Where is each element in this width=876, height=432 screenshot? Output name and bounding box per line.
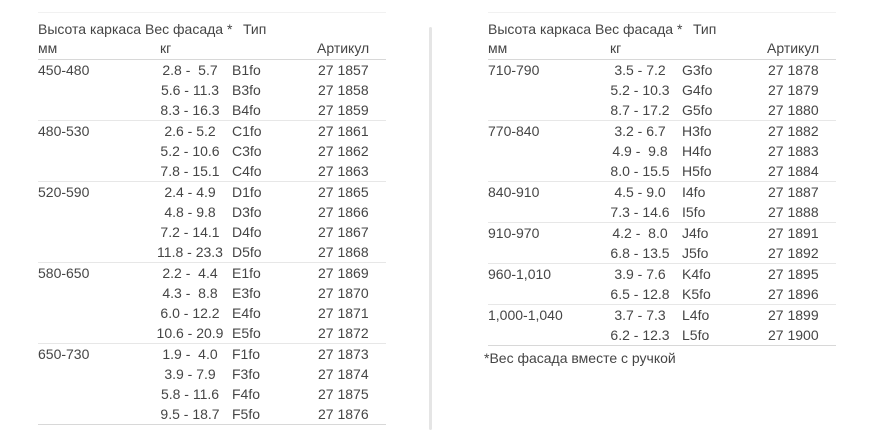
type-code-cell: E4fo (232, 305, 261, 321)
weight-range-cell: 4.3 - 8.8 (162, 285, 218, 301)
weight-range-cell: 7.8 - 15.1 (160, 163, 220, 179)
height-range-cell: 960-1,010 (488, 266, 552, 282)
unit-mm-label: мм (38, 40, 58, 56)
height-group (38, 181, 386, 262)
sku-cell: 27 1858 (318, 82, 369, 98)
sku-cell: 27 1883 (768, 143, 819, 159)
sku-header: Артикул (767, 40, 820, 56)
type-code-cell: G3fo (682, 62, 713, 78)
table-row (38, 323, 386, 343)
table-body (38, 60, 386, 425)
sku-cell: 27 1871 (318, 305, 369, 321)
height-group (38, 343, 386, 424)
frame-height-header: Высота каркаса (38, 21, 141, 37)
sku-cell: 27 1861 (318, 123, 369, 139)
table-header-row-1 (38, 21, 386, 37)
height-range-cell: 520-590 (38, 184, 90, 200)
type-code-cell: L5fo (682, 327, 710, 343)
height-group (38, 262, 386, 343)
type-code-cell: J5fo (682, 245, 709, 261)
unit-kg-label: кг (610, 40, 622, 56)
table-row (38, 202, 386, 222)
front-weight-header: Вес фасада * (145, 21, 233, 37)
weight-range-cell: 6.2 - 12.3 (610, 327, 670, 343)
weight-range-cell: 8.7 - 17.2 (610, 102, 670, 118)
table-row (38, 60, 386, 80)
table-row (38, 222, 386, 242)
weight-range-cell: 5.2 - 10.3 (610, 82, 670, 98)
sku-cell: 27 1867 (318, 224, 369, 240)
table-row (38, 121, 386, 141)
sku-cell: 27 1896 (768, 286, 819, 302)
type-code-cell: H3fo (682, 123, 712, 139)
type-code-cell: F5fo (232, 406, 261, 422)
type-code-cell: G5fo (682, 102, 713, 118)
type-code-cell: B3fo (232, 82, 261, 98)
weight-range-cell: 2.6 - 5.2 (164, 123, 216, 139)
type-code-cell: C3fo (232, 143, 262, 159)
height-range-cell: 650-730 (38, 346, 90, 362)
weight-range-cell: 4.9 - 9.8 (612, 143, 668, 159)
weight-range-cell: 10.6 - 20.9 (156, 325, 224, 341)
weight-range-cell: 3.2 - 6.7 (614, 123, 666, 139)
sku-cell: 27 1868 (318, 244, 369, 260)
weight-range-cell: 6.5 - 12.8 (610, 286, 670, 302)
table-header-row-2 (38, 37, 386, 60)
sku-cell: 27 1873 (318, 346, 369, 362)
weight-range-cell: 5.2 - 10.6 (160, 143, 220, 159)
height-range-cell: 710-790 (488, 62, 540, 78)
table-row (488, 141, 836, 161)
weight-range-cell: 11.8 - 23.3 (157, 244, 223, 260)
unit-kg-label: кг (160, 40, 172, 56)
sku-cell: 27 1876 (318, 406, 369, 422)
height-range-cell: 840-910 (488, 184, 540, 200)
height-range-cell: 910-970 (488, 225, 540, 241)
footnote: *Вес фасада вместе с ручкой (484, 350, 676, 366)
type-code-cell: E1fo (232, 265, 261, 281)
weight-range-cell: 5.8 - 11.6 (160, 386, 220, 402)
front-weight-header: Вес фасада * (595, 21, 683, 37)
sku-cell: 27 1895 (768, 266, 819, 282)
table-row (38, 364, 386, 384)
sku-cell: 27 1870 (318, 285, 369, 301)
table-row (38, 283, 386, 303)
weight-range-cell: 2.2 - 4.4 (162, 265, 218, 281)
column-divider (429, 27, 432, 430)
table-row (488, 202, 836, 222)
sku-cell: 27 1888 (768, 204, 819, 220)
height-group (488, 181, 836, 222)
table-body (488, 60, 836, 346)
sku-cell: 27 1891 (768, 225, 819, 241)
type-code-cell: K5fo (682, 286, 711, 302)
sku-cell: 27 1884 (768, 163, 819, 179)
type-code-cell: E5fo (232, 325, 261, 341)
weight-range-cell: 8.0 - 15.5 (610, 163, 670, 179)
sku-cell: 27 1878 (768, 62, 819, 78)
height-group (38, 120, 386, 181)
sku-header: Артикул (317, 40, 370, 56)
size-table-left (38, 0, 386, 425)
table-row (488, 305, 836, 325)
sku-cell: 27 1874 (318, 366, 369, 382)
weight-range-cell: 4.8 - 9.8 (164, 204, 216, 220)
table-top-rule (38, 0, 386, 13)
type-code-cell: L4fo (682, 307, 710, 323)
type-header: Тип (693, 21, 717, 37)
weight-range-cell: 3.9 - 7.9 (164, 366, 216, 382)
table-row (488, 325, 836, 345)
table-row (38, 141, 386, 161)
table-row (38, 100, 386, 120)
weight-range-cell: 3.9 - 7.6 (614, 266, 666, 282)
sku-cell: 27 1872 (318, 325, 369, 341)
table-row (488, 223, 836, 243)
type-code-cell: H4fo (682, 143, 712, 159)
sku-cell: 27 1887 (768, 184, 819, 200)
table-row (488, 121, 836, 141)
table-header-row-2 (488, 37, 836, 60)
frame-height-header: Высота каркаса (488, 21, 591, 37)
weight-range-cell: 1.9 - 4.0 (162, 346, 218, 362)
sku-cell: 27 1875 (318, 386, 369, 402)
type-code-cell: C4fo (232, 163, 262, 179)
sku-cell: 27 1865 (318, 184, 369, 200)
type-code-cell: G4fo (682, 82, 713, 98)
height-range-cell: 580-650 (38, 265, 90, 281)
weight-range-cell: 3.7 - 7.3 (614, 307, 666, 323)
type-code-cell: E3fo (232, 285, 261, 301)
weight-range-cell: 4.2 - 8.0 (612, 225, 668, 241)
sku-cell: 27 1892 (768, 245, 819, 261)
weight-range-cell: 3.5 - 7.2 (614, 62, 666, 78)
table-top-rule (488, 0, 836, 13)
sku-cell: 27 1862 (318, 143, 369, 159)
sku-cell: 27 1900 (768, 327, 819, 343)
height-group (488, 263, 836, 304)
table-row (488, 161, 836, 181)
sku-cell: 27 1859 (318, 102, 369, 118)
height-range-cell: 770-840 (488, 123, 540, 139)
weight-range-cell: 6.0 - 12.2 (160, 305, 220, 321)
type-code-cell: F1fo (232, 346, 261, 362)
table-row (488, 100, 836, 120)
type-code-cell: D3fo (232, 204, 262, 220)
table-row (488, 60, 836, 80)
height-group (38, 60, 386, 120)
sku-cell: 27 1879 (768, 82, 819, 98)
type-code-cell: B1fo (232, 62, 261, 78)
sku-cell: 27 1880 (768, 102, 819, 118)
sku-cell: 27 1869 (318, 265, 369, 281)
type-code-cell: J4fo (682, 225, 709, 241)
type-code-cell: I4fo (682, 184, 706, 200)
type-code-cell: H5fo (682, 163, 712, 179)
sku-cell: 27 1863 (318, 163, 369, 179)
type-code-cell: D1fo (232, 184, 262, 200)
table-row (488, 284, 836, 304)
sku-cell: 27 1899 (768, 307, 819, 323)
table-header-row-1 (488, 21, 836, 37)
table-row (488, 182, 836, 202)
type-code-cell: D5fo (232, 244, 262, 260)
table-row (38, 263, 386, 283)
weight-range-cell: 7.3 - 14.6 (610, 204, 670, 220)
table-row (38, 384, 386, 404)
height-group (488, 304, 836, 345)
table-row (488, 264, 836, 284)
type-code-cell: K4fo (682, 266, 711, 282)
height-group (488, 60, 836, 120)
weight-range-cell: 5.6 - 11.3 (160, 82, 220, 98)
height-group (488, 120, 836, 181)
height-range-cell: 450-480 (38, 62, 90, 78)
type-code-cell: F3fo (232, 366, 261, 382)
weight-range-cell: 4.5 - 9.0 (614, 184, 666, 200)
unit-mm-label: мм (488, 40, 508, 56)
table-row (38, 303, 386, 323)
table-row (38, 344, 386, 364)
type-code-cell: D4fo (232, 224, 262, 240)
table-row (488, 243, 836, 263)
height-range-cell: 1,000-1,040 (488, 307, 563, 323)
table-row (38, 80, 386, 100)
type-code-cell: B4fo (232, 102, 261, 118)
table-row (38, 404, 386, 424)
type-code-cell: C1fo (232, 123, 262, 139)
table-row (38, 161, 386, 181)
sku-cell: 27 1882 (768, 123, 819, 139)
table-row (38, 182, 386, 202)
type-code-cell: I5fo (682, 204, 706, 220)
size-table-right (488, 0, 836, 346)
sku-cell: 27 1866 (318, 204, 369, 220)
height-group (488, 222, 836, 263)
table-row (38, 242, 386, 262)
table-row (488, 80, 836, 100)
weight-range-cell: 8.3 - 16.3 (160, 102, 220, 118)
sku-cell: 27 1857 (318, 62, 369, 78)
type-header: Тип (243, 21, 267, 37)
weight-range-cell: 2.4 - 4.9 (164, 184, 216, 200)
weight-range-cell: 9.5 - 18.7 (160, 406, 220, 422)
weight-range-cell: 6.8 - 13.5 (610, 245, 670, 261)
height-range-cell: 480-530 (38, 123, 90, 139)
weight-range-cell: 2.8 - 5.7 (162, 62, 218, 78)
type-code-cell: F4fo (232, 386, 261, 402)
weight-range-cell: 7.2 - 14.1 (160, 224, 220, 240)
